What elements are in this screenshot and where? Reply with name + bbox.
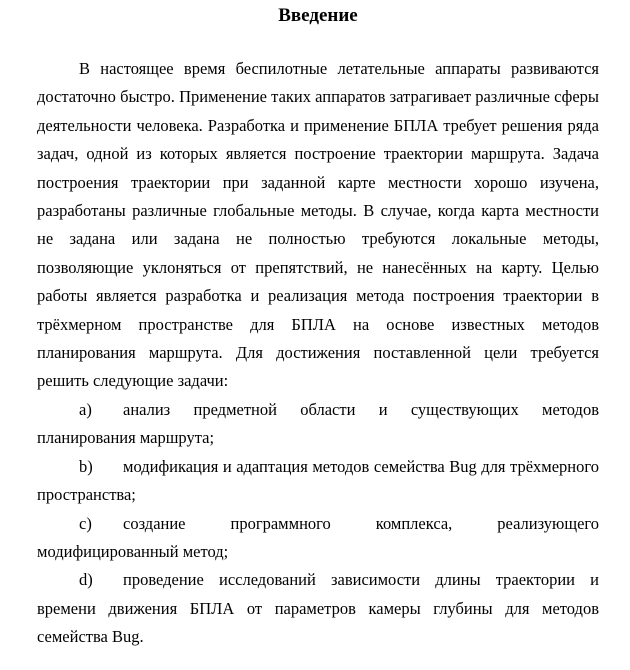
task-text: создание программного комплекса, реализующего модифицированный метод;	[37, 513, 599, 561]
document-title: Введение	[278, 5, 358, 26]
task-item-b	[37, 453, 599, 510]
task-marker: a)	[79, 399, 92, 419]
task-text: проведение исследований зависимости длины траектории и времени движения БПЛА от параметров камеры глубины для методов семейства Bug.	[37, 570, 599, 647]
task-marker: b)	[79, 456, 93, 476]
task-item-c	[37, 510, 599, 567]
task-text: анализ предметной области и существующих методов планирования маршрута;	[37, 399, 599, 448]
task-marker: d)	[79, 570, 93, 590]
task-item-a	[37, 396, 599, 453]
task-text: модификация и адаптация методов семейства Bug для трёхмерного пространства;	[37, 456, 599, 505]
task-marker: c)	[79, 513, 92, 533]
task-list	[37, 396, 599, 652]
intro-paragraph: В настоящее время беспилотные летательные аппараты развиваются достаточно быстро. Применение таких аппаратов затрагивает различные сферы деятельности человека. Разработка и применение БПЛА требует решения ряда задач, одной из которых является построение траектории маршрута. Задача построения траектории при заданной карте местности хорошо изучена, разработаны различные глобальные методы. В случае, когда карта местности не задана или задана не полностью требуются локальные методы, позволяющие уклоняться от препятствий, не нанесённых на карту. Целью работы является разработка и реализация метода построения траектории в трёхмерном пространстве для БПЛА на основе известных методов планирования маршрута. Для достижения поставленной цели требуется решить следующие задачи:	[37, 59, 599, 391]
task-item-d	[37, 566, 599, 651]
document-page	[37, 0, 599, 652]
